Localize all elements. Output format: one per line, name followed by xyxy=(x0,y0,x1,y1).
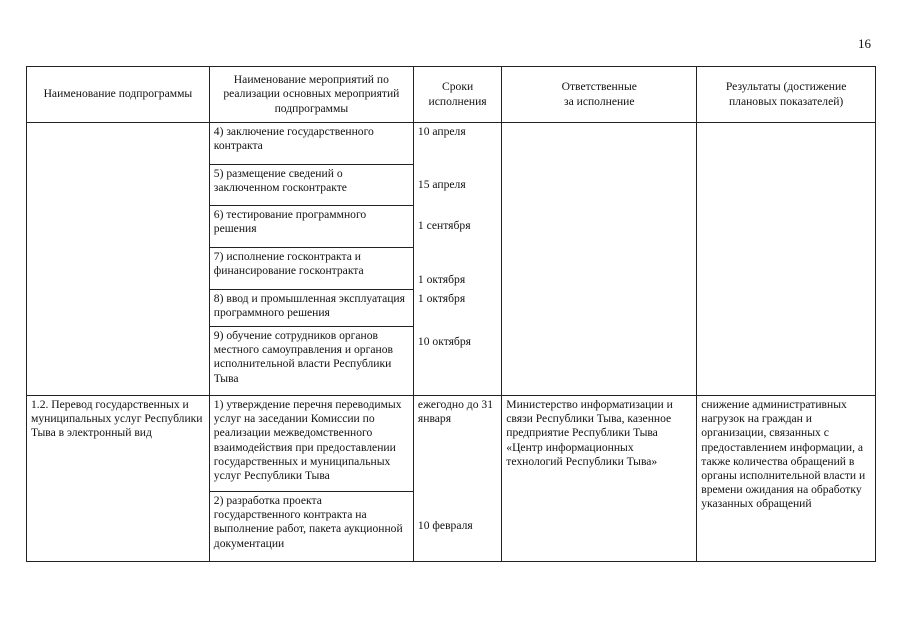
header-activities: Наименование мероприятий по реализации основных мероприятий подпрограммы xyxy=(209,67,413,123)
responsible-cell-empty xyxy=(502,123,697,396)
subprogram-cell-empty xyxy=(27,123,210,396)
page-number: 16 xyxy=(858,36,871,51)
activity-cell: 9) обучение сотрудников органов местного самоуправления и органов исполнительной власти Республики Тыва xyxy=(209,327,413,396)
measures-table xyxy=(26,66,876,562)
table-header-row xyxy=(27,67,876,123)
header-deadlines: Сроки исполнения xyxy=(413,67,501,123)
results-cell: снижение административных нагрузок на граждан и организации, связанных с предоставлением информации, а также количества обращений в органы исполнительной власти и времени ожидания на обработку указанных обращений xyxy=(697,396,876,562)
deadline-cell: 10 апреля xyxy=(413,123,501,165)
activity-cell: 4) заключение государственного контракта xyxy=(209,123,413,165)
results-cell-empty xyxy=(697,123,876,396)
deadline-cell: 1 октября xyxy=(413,248,501,290)
subprogram-cell: 1.2. Перевод государственных и муниципальных услуг Республики Тыва в электронный вид xyxy=(27,396,210,562)
activity-cell: 8) ввод и промышленная эксплуатация программного решения xyxy=(209,290,413,327)
responsible-cell: Министерство информатизации и связи Республики Тыва, казенное предприятие Республики Тыва «Центр информационных технологий Республики Тыва» xyxy=(502,396,697,562)
table-row xyxy=(27,123,876,165)
activity-cell: 6) тестирование программного решения xyxy=(209,206,413,248)
deadline-cell: 10 февраля xyxy=(413,492,501,562)
activity-cell: 2) разработка проекта государственного контракта на выполнение работ, пакета аукционной документации xyxy=(209,492,413,562)
header-subprogram: Наименование подпрограммы xyxy=(27,67,210,123)
deadline-cell: 1 сентября xyxy=(413,206,501,248)
header-results: Результаты (достижение плановых показателей) xyxy=(697,67,876,123)
activity-cell: 7) исполнение госконтракта и финансирование госконтракта xyxy=(209,248,413,290)
header-responsible: Ответственные за исполнение xyxy=(502,67,697,123)
activity-cell: 5) размещение сведений о заключенном госконтракте xyxy=(209,165,413,206)
deadline-cell: 15 апреля xyxy=(413,165,501,206)
deadline-cell: 10 октября xyxy=(413,327,501,396)
deadline-cell: 1 октября xyxy=(413,290,501,327)
activity-cell: 1) утверждение перечня переводимых услуг на заседании Комиссии по реализации межведомственного взаимодействия при предоставлении государственных и муниципальных услуг Республики Тыва xyxy=(209,396,413,492)
deadline-cell: ежегодно до 31 января xyxy=(413,396,501,492)
table-row xyxy=(27,396,876,492)
